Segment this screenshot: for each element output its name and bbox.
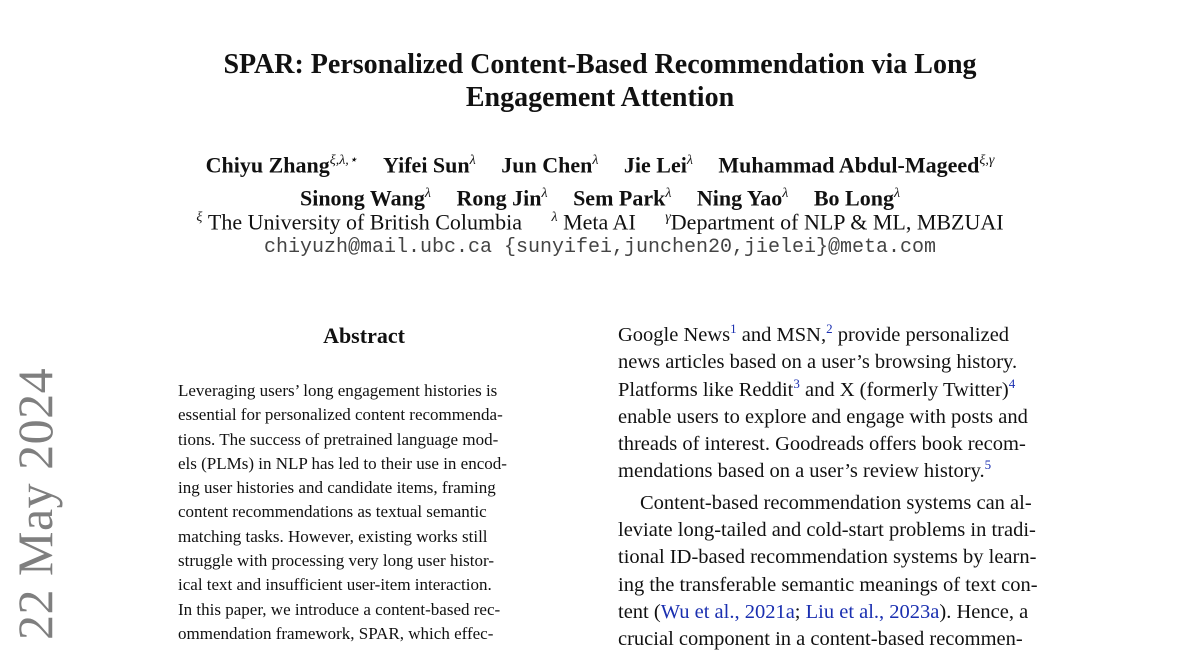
intro-paragraph-1 bbox=[618, 322, 1063, 486]
text-line bbox=[618, 322, 1063, 349]
abstract-line: essential for personalized content recommenda- bbox=[178, 405, 503, 425]
text-line: ing the transferable semantic meanings of text con- bbox=[618, 573, 1038, 596]
author-line-1 bbox=[120, 146, 1080, 179]
text-line: Content-based recommendation systems can al- bbox=[640, 491, 1032, 514]
abstract-line: ommendation framework, SPAR, which effec- bbox=[178, 623, 494, 643]
text-span: ; bbox=[794, 600, 806, 623]
text-span: Google News bbox=[618, 324, 731, 346]
affiliation-name: Department of NLP & ML, MBZUAI bbox=[670, 209, 1004, 235]
text-span: and X (formerly Twitter) bbox=[799, 378, 1009, 401]
abstract-body bbox=[178, 379, 558, 646]
author-name: Sem Park bbox=[573, 185, 666, 211]
abstract-line: tions. The success of pretrained language mod- bbox=[178, 429, 499, 449]
affiliation-marks: λ bbox=[424, 186, 431, 202]
affiliation-marks: λ bbox=[469, 153, 476, 168]
intro-column bbox=[618, 322, 1063, 654]
author-name: Sinong Wang bbox=[299, 185, 425, 211]
text-line: tional ID-based recommendation systems by learn- bbox=[618, 546, 1037, 569]
affiliation-marks: λ bbox=[782, 186, 789, 202]
affiliation-mark: λ bbox=[551, 210, 558, 225]
footnote-link[interactable]: 4 bbox=[1008, 375, 1016, 391]
abstract-line: ing user histories and candidate items, framing bbox=[178, 478, 496, 498]
intro-paragraph-2 bbox=[618, 490, 1063, 654]
abstract-line: matching tasks. However, existing works still bbox=[178, 526, 488, 546]
affiliation-marks: λ bbox=[893, 186, 901, 202]
footnote-link[interactable]: 3 bbox=[793, 375, 800, 391]
affiliation-list bbox=[120, 204, 1080, 236]
text-line: leviate long-tailed and cold-start problems in tradi- bbox=[618, 519, 1036, 542]
affiliation-marks: λ bbox=[665, 186, 672, 202]
affiliation-name: Meta AI bbox=[563, 209, 636, 235]
text-line: enable users to explore and engage with posts and bbox=[618, 405, 1028, 428]
text-span: tent ( bbox=[618, 600, 661, 623]
affiliation-marks: λ bbox=[592, 153, 599, 168]
abstract-line: Leveraging users’ long engagement histories is bbox=[178, 381, 498, 400]
author-name: Chiyu Zhang bbox=[205, 152, 330, 178]
author-name: Bo Long bbox=[813, 185, 894, 211]
citation-link[interactable]: Wu et al., 2021a bbox=[660, 600, 795, 623]
abstract-line: struggle with processing very long user histor- bbox=[178, 551, 494, 571]
author-name: Muhammad Abdul-Mageed bbox=[718, 152, 980, 178]
footnote-link[interactable]: 1 bbox=[730, 321, 737, 337]
affiliation-marks: ξ,γ bbox=[979, 153, 995, 168]
text-span: provide personalized bbox=[832, 324, 1010, 346]
text-span: mendations based on a user’s review history. bbox=[618, 460, 985, 483]
arxiv-date-stamp: 22 May 2024 bbox=[7, 367, 63, 640]
text-span: Platforms like Reddit bbox=[618, 378, 794, 401]
affiliation-name: The University of British Columbia bbox=[207, 209, 522, 235]
author-name: Yifei Sun bbox=[383, 152, 470, 178]
affiliation-marks: λ bbox=[686, 153, 693, 168]
affiliation bbox=[551, 204, 635, 236]
text-span: and MSN, bbox=[736, 324, 827, 346]
affiliation bbox=[196, 204, 522, 236]
author-name: Ning Yao bbox=[696, 185, 783, 211]
author-list bbox=[120, 146, 1080, 213]
abstract-line: ical text and insufficient user-item interaction. bbox=[178, 575, 492, 595]
footnote-link[interactable]: 2 bbox=[826, 321, 833, 337]
author bbox=[624, 146, 693, 179]
text-line bbox=[618, 599, 1063, 626]
text-line: threads of interest. Goodreads offers book recom- bbox=[618, 433, 1026, 456]
author bbox=[718, 146, 994, 179]
affiliation-mark: γ bbox=[665, 210, 671, 225]
paper-title bbox=[150, 48, 1050, 114]
abstract-line: content recommendations as textual semantic bbox=[178, 502, 487, 522]
text-line: news articles based on a user’s browsing history. bbox=[618, 351, 1018, 374]
abstract-line: In this paper, we introduce a content-based rec- bbox=[178, 599, 501, 619]
affiliation-marks: ξ,λ,⋆ bbox=[329, 153, 358, 168]
author-name: Rong Jin bbox=[456, 185, 542, 211]
text-line: crucial component in a content-based recommen- bbox=[618, 628, 1023, 651]
author bbox=[501, 146, 598, 179]
author-name: Jun Chen bbox=[501, 152, 593, 178]
text-line bbox=[618, 458, 1063, 485]
text-line bbox=[618, 377, 1063, 404]
author bbox=[206, 146, 358, 179]
author-emails[interactable]: chiyuzh@mail.ubc.ca {sunyifei,junchen20,jielei}@meta.com bbox=[263, 236, 937, 259]
abstract-heading: Abstract bbox=[323, 323, 405, 348]
footnote-link[interactable]: 5 bbox=[984, 457, 992, 473]
affiliation-marks: λ bbox=[541, 186, 548, 202]
title-line-1: SPAR: Personalized Content-Based Recommendation via Long bbox=[223, 49, 977, 80]
author-name: Jie Lei bbox=[623, 152, 687, 178]
citation-link[interactable]: Liu et al., 2023a bbox=[805, 600, 940, 623]
affiliation bbox=[665, 204, 1003, 236]
text-span: ). Hence, a bbox=[939, 600, 1029, 623]
author bbox=[383, 146, 476, 179]
title-line-2: Engagement Attention bbox=[465, 82, 735, 113]
affiliation-mark: ξ bbox=[196, 210, 203, 225]
abstract-line: els (PLMs) in NLP has led to their use in encod- bbox=[178, 453, 507, 473]
